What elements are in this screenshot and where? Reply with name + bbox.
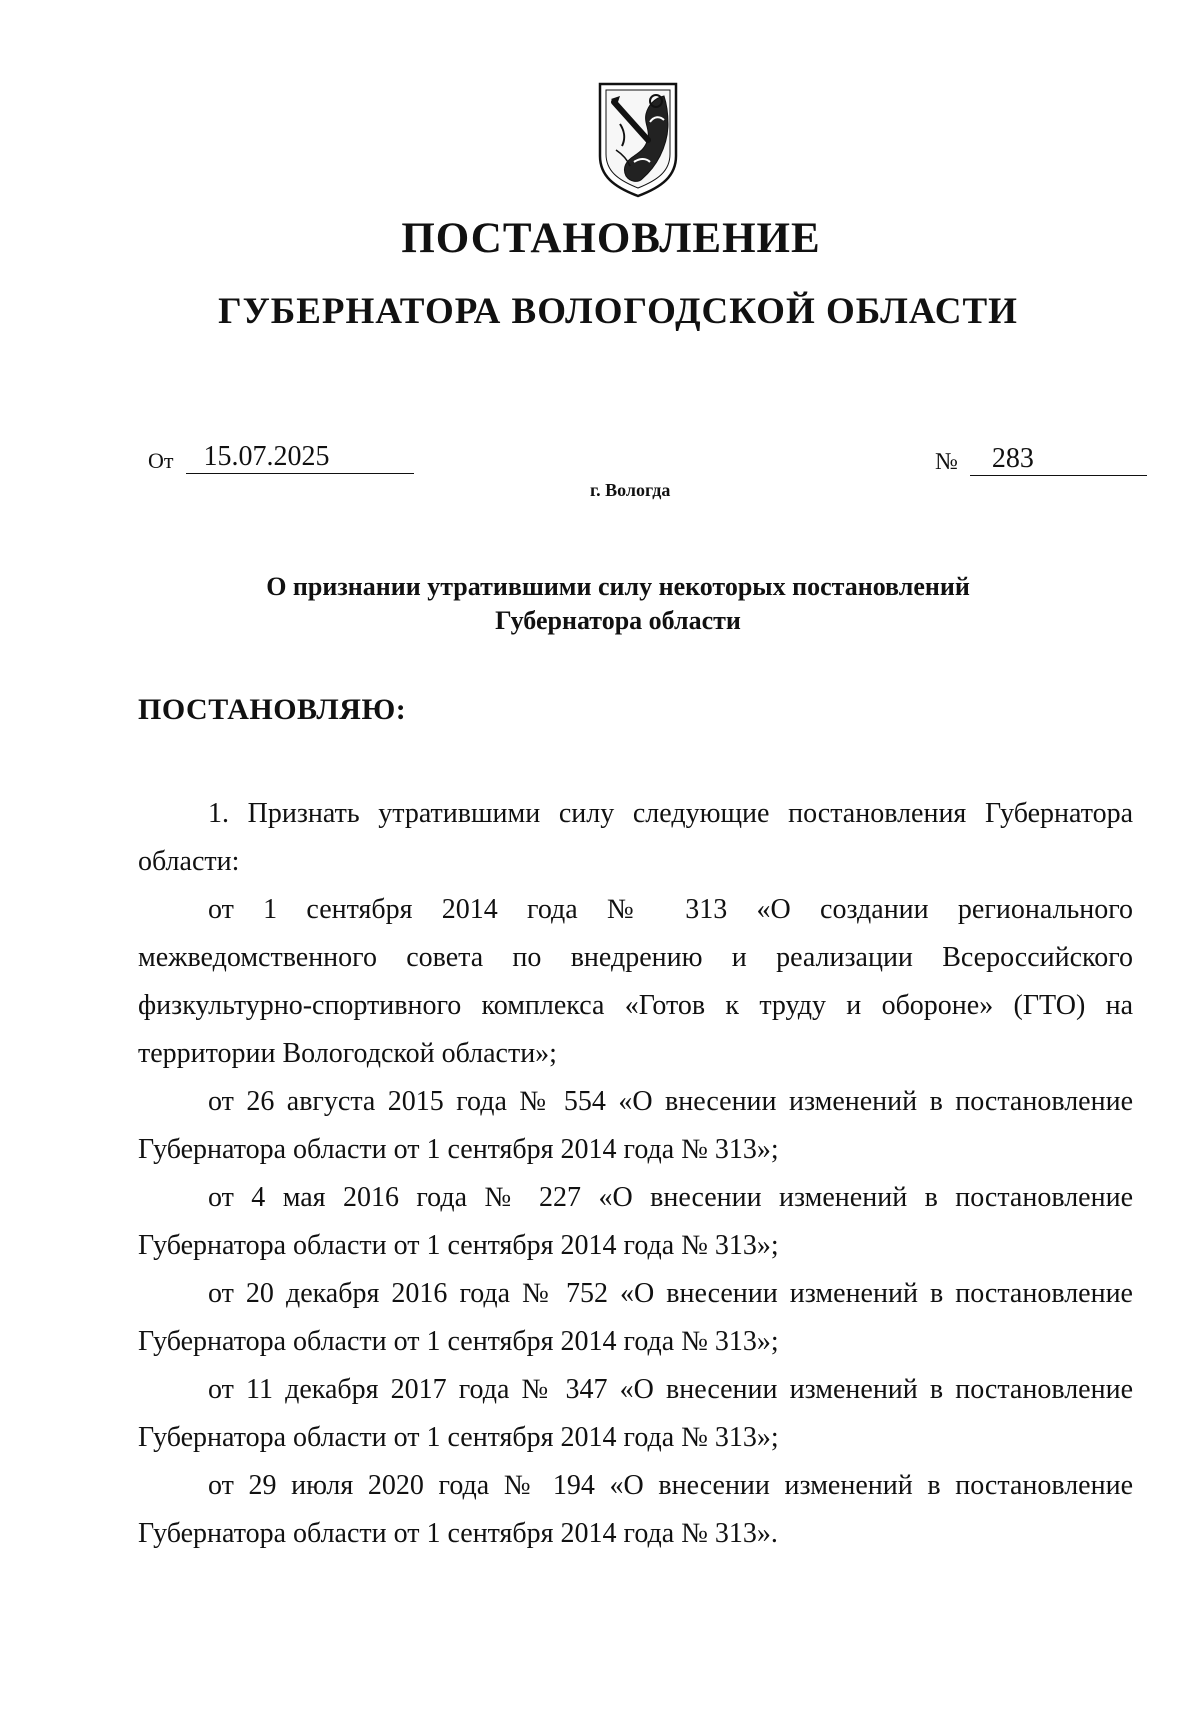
- paragraph-1: 1. Признать утратившими силу следующие постановления Губернатора области:: [138, 798, 1133, 877]
- coat-of-arms-icon: [592, 78, 684, 200]
- document-title: ПОСТАНОВЛЕНИЕ: [401, 215, 821, 262]
- resolve-heading: ПОСТАНОВЛЯЮ:: [138, 693, 407, 726]
- subject-line-1: О признании утратившими силу некоторых постановлений: [266, 572, 970, 601]
- number-row: [935, 444, 1147, 476]
- number-sign: №: [935, 449, 958, 475]
- date-prefix: От: [148, 448, 174, 473]
- document-issuer: ГУБЕРНАТОРА ВОЛОГОДСКОЙ ОБЛАСТИ: [218, 291, 1018, 332]
- paragraph-3: от 26 августа 2015 года № 554 «О внесении изменений в постановление Губернатора области от 1 сентября 2014 года № 313»;: [138, 1086, 1133, 1165]
- paragraph-4: от 4 мая 2016 года № 227 «О внесении изменений в постановление Губернатора области от 1 сентября 2014 года № 313»;: [138, 1182, 1133, 1261]
- document-subject: [0, 570, 1200, 638]
- document-number: 283: [970, 444, 1147, 476]
- paragraph-5: от 20 декабря 2016 года № 752 «О внесении изменений в постановление Губернатора области от 1 сентября 2014 года № 313»;: [138, 1278, 1133, 1357]
- paragraph-7: от 29 июля 2020 года № 194 «О внесении изменений в постановление Губернатора области от 1 сентября 2014 года № 313».: [138, 1470, 1133, 1549]
- paragraph-2: от 1 сентября 2014 года № 313 «О создании регионального межведомственного совета по внедрению и реализации Всероссийского физкультурно-спортивного комплекса «Готов к труду и обороне» (ГТО) на территории Вологодской области»;: [138, 894, 1133, 1069]
- date-row: [148, 442, 414, 474]
- document-date: 15.07.2025: [186, 442, 414, 474]
- document-city: г. Вологда: [590, 480, 671, 500]
- subject-line-2: Губернатора области: [495, 606, 741, 635]
- paragraph-6: от 11 декабря 2017 года № 347 «О внесении изменений в постановление Губернатора области от 1 сентября 2014 года № 313»;: [138, 1374, 1133, 1453]
- document-body: [138, 790, 1133, 1558]
